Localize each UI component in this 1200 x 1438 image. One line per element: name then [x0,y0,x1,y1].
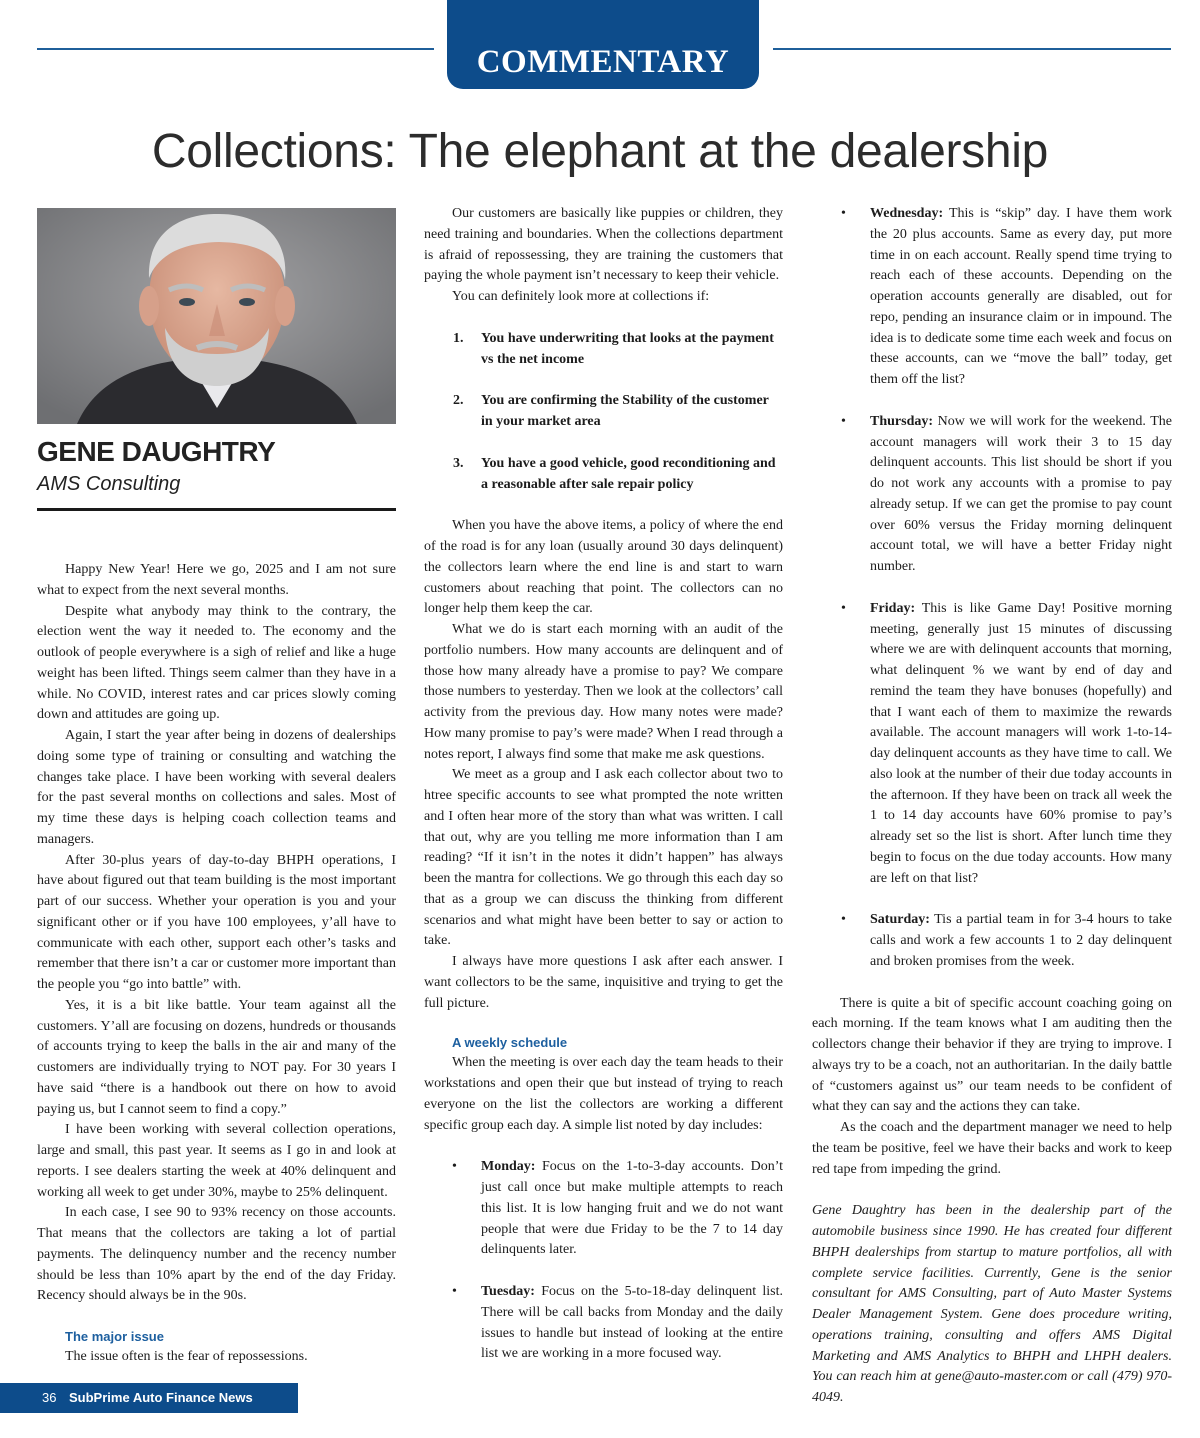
bullet-icon: • [841,912,846,928]
item-number: 1. [453,330,464,346]
paragraph: There is quite a bit of specific account coaching going on each morning. If the team knows what I am auditing then the collectors change their behavior if they are trying to improve. I always try to be a coach, not an authoritarian. In the daily battle of “customers against us” our team needs to be confident of what they can say and the actions they can take. [812,995,1172,1115]
paragraph: What we do is start each morning with an audit of the portfolio numbers. How many accounts are delinquent and of those how many already have a promise to pay? We compare those numbers to yesterday. Then we look at the collectors’ call activity from the previous day. How many notes were made? How many promise to pay’s were made? When I read through a notes report, I always find some that make me ask questions. [424,622,783,762]
schedule-item-friday [812,599,1172,890]
bullet-icon: • [841,600,846,616]
bullet-icon: • [841,413,846,429]
schedule-day: Thursday: [870,413,934,429]
schedule-text: This is “skip” day. I have them work the 20 plus accounts. Same as every day, put more time in on each account. Really spend time trying to reach each of these accounts. Depending on the operation accounts generally are disabled, out for repo, pending an insurance claim or in impound. The idea is to dedicate some time each week and focus on these accounts, can we “move the ball” today, get them off the list? [870,206,1173,387]
schedule-day: Monday: [481,1159,536,1175]
paragraph: In each case, I see 90 to 93% recency on those accounts. That means that the collectors are taking a lot of partial payments. The delinquency number and the recency number should be less than 10% apart by the end of the day Friday. Recency should always be in the 90s. [37,1205,396,1304]
paragraph: Yes, it is a bit like battle. Your team against all the customers. Y’all are focusing on dozens, hundreds or thousands of accounts trying to keep the balls in the air and many of the customers are individually trying to NOT pay. For 30 years I have said “there is a handbook out there on how to avoid paying us, but I cannot seem to find a copy.” [37,997,396,1117]
schedule-day: Saturday: [870,912,930,928]
paragraph: The issue often is the fear of repossessions. [65,1349,308,1364]
author-divider [37,508,396,511]
schedule-item-saturday [812,910,1172,972]
article-column-1 [37,560,396,1368]
page-number: 36 [42,1390,57,1405]
article-column-2 [424,204,783,1386]
schedule-text: Tis a partial team in for 3-4 hours to take calls and work a few accounts 1 to 2 day delinquent and broken promises from the week. [870,912,1173,969]
article-headline: Collections: The elephant at the dealership [151,125,1049,178]
paragraph: I always have more questions I ask after each answer. I want collectors to be the same, inquisitive and trying to get the full picture. [424,954,783,1011]
paragraph: You can definitely look more at collections if: [452,289,710,304]
criteria-item [424,454,783,496]
schedule-text: Focus on the 1-to-3-day accounts. Don’t just call once but make multiple attempts to reach this list. It is low hanging fruit and we do not want people that were due Friday to be the 7 to 14 day delinquents later. [481,1159,784,1258]
section-tab [447,0,759,89]
bullet-icon: • [841,206,846,221]
schedule-list-continued [812,204,1172,973]
paragraph: After 30-plus years of day-to-day BHPH operations, I have about figured out that team building is the most important part of our success. Whether your operation is you and your significant other or if you have 100 employees, y’all have to communicate with each other, support each other’s tasks and remember that there isn’t a car or customer more important than the people you “go into battle” with. [37,852,396,992]
page-footer [0,1383,298,1413]
schedule-day: Tuesday: [481,1284,535,1299]
criteria-list [424,329,783,496]
publication-name: SubPrime Auto Finance News [69,1390,253,1405]
item-number: 2. [453,393,464,409]
paragraph: Happy New Year! Here we go, 2025 and I am not sure what to expect from the next several months. [37,562,396,598]
paragraph: Despite what anybody may think to the contrary, the election went the way it needed to. The economy and the outlook of people everywhere is a sigh of relief and like a huge weight has been lifted. Things seem calmer than they have in a while. No COVID, interest rates and car prices slowly coming down and attitudes are going up. [37,603,396,723]
schedule-text: Focus on the 5-to-18-day delinquent list. There will be call backs from Monday and the daily issues to handle but instead of looking at the entire list we are working in a more focused way. [481,1284,783,1362]
item-text: You have a good vehicle, good reconditioning and a reasonable after sale repair policy [481,455,776,492]
subhead-major-issue: The major issue [65,1329,164,1344]
schedule-text: Now we will work for the weekend. The account managers will work their 3 to 15 day delinquent accounts. This list should be short if you do not work any accounts with a promise to pay already setup. If we can get the promise to pay count over 60% versus the Friday morning delinquent account total, we will have a better Friday night number. [870,413,1173,574]
schedule-list [424,1157,783,1365]
paragraph: When the meeting is over each day the team heads to their workstations and open their que but instead of trying to reach everyone on the list the collectors are working a different specific group each day. A simple list noted by day includes: [424,1055,783,1133]
paragraph: We meet as a group and I ask each collector about two to htree specific accounts to see what prompted the note written and I often hear more of the story than what was written. I call that out, why are you telling me more information than I am reading? “If it isn’t in the notes it didn’t happen” has always been the mantra for collections. We go through this each day so that as a group we can discuss the thinking from different scenarios and what might have been better to say or action to take. [424,767,783,949]
bullet-icon: • [452,1284,457,1299]
author-company: AMS Consulting [37,473,181,495]
paragraph: Again, I start the year after being in dozens of dealerships doing some type of training or consulting and watching the changes take place. I have been working with several dealers for the past several months on collections and sales. Most of my time these days is helping coach collection teams and managers. [37,728,396,847]
section-tab-label: COMMENTARY [476,44,730,80]
article-column-3 [812,204,1172,1409]
schedule-item-wednesday [812,204,1172,391]
item-number: 3. [453,455,464,471]
criteria-item [424,329,783,371]
author-bio: Gene Daughtry has been in the dealership part of the automobile business since 1990. He has created four different BHPH dealerships from startup to mature portfolios, all with complete service facilities. Currently, Gene is the senior consultant for AMS Consulting, part of Auto Master Systems Dealer Management System. Gene does procedure writing, operations training, consulting and offers AMS Digital Marketing and AMS Analytics to BHPH and LHPH dealers. You can reach him at gene@auto-master.com or call (479) 970-4049. [812,1203,1172,1405]
paragraph: I have been working with several collection operations, large and small, this past year. It seems as I go in and look at reports. I see dealers starting the week at 40% delinquent and working all week to get under 30%, maybe to 25% delinquent. [37,1122,396,1200]
schedule-day: Friday: [870,600,916,616]
subhead-weekly-schedule: A weekly schedule [452,1035,568,1051]
schedule-item-thursday [812,412,1172,578]
schedule-item-monday [424,1157,783,1261]
author-name: GENE DAUGHTRY [37,436,276,467]
schedule-text: This is like Game Day! Positive morning meeting, generally just 15 minutes of discussing where we are with delinquent accounts that morning, what delinquent % we want by end of day and remind the team they have bonuses (hopefully) and that I want each of them to maximize the rewards available. The account managers will work 1-to-14-day delinquent accounts as they have time to call. We also look at the number of their due today accounts in the afternoon. If they have been on track all week the 1 to 14 day accounts have 60% promise to pay’s already set so the list is short. After lunch time they begin to focus on the due today accounts. How many are left on that list? [870,600,1173,886]
criteria-item [424,391,783,433]
item-text: You are confirming the Stability of the customer in your market area [481,393,769,429]
schedule-day: Wednesday: [870,206,944,221]
paragraph: As the coach and the department manager we need to help the team be positive, feel we have their backs and work to keep red tape from impeding the grind. [812,1120,1172,1177]
author-photo [37,208,396,424]
bullet-icon: • [452,1159,457,1175]
item-text: You have underwriting that looks at the payment vs the net income [481,330,774,367]
schedule-item-tuesday [424,1282,783,1365]
author-portrait-illustration [37,208,396,424]
header-rule-right [773,48,1171,50]
header-rule-left [37,48,434,50]
paragraph: Our customers are basically like puppies or children, they need training and boundaries. When the collections department is afraid of repossessing, they are training the customers that paying the whole payment isn’t necessary to keep their vehicle. [424,206,783,284]
paragraph: When you have the above items, a policy of where the end of the road is for any loan (usually around 30 days delinquent) the collectors learn where the end line is and start to warn customers about reaching that point. The collectors can no longer help them keep the car. [424,518,783,617]
